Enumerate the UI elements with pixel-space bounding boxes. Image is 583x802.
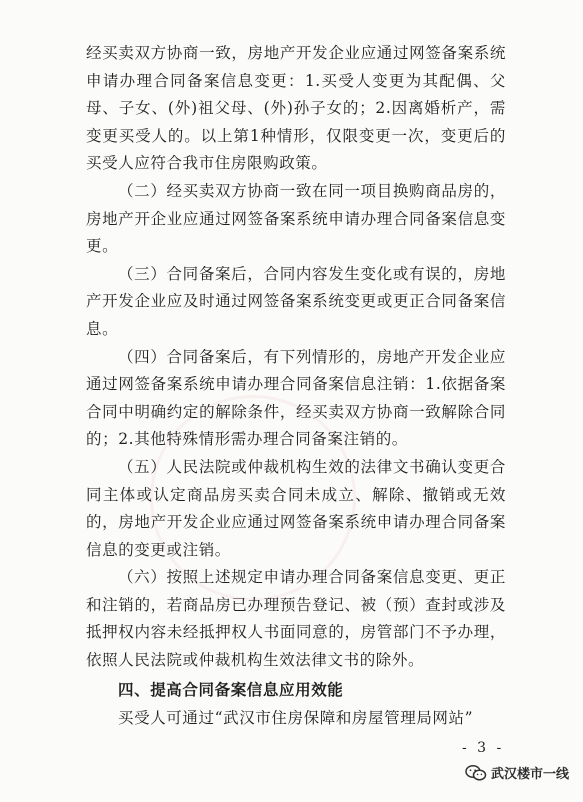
page-number: - 3 - bbox=[462, 740, 505, 756]
paragraph-item-3: （三）合同备案后，合同内容发生变化或有误的，房地产开发企业应及时通过网签备案系统变更或更正合同备案信息。 bbox=[86, 264, 506, 338]
wechat-icon bbox=[465, 764, 487, 782]
paragraph-last-line: 买受人可通过“武汉市住房保障和房屋管理局网站” bbox=[118, 708, 474, 727]
section-heading: 四、提高合同备案信息应用效能 bbox=[118, 680, 344, 699]
paragraph-continuation: 经买卖双方协商一致，房地产开发企业应通过网签备案系统申请办理合同备案信息变更：1.买受人变更为其配偶、父母、子女、(外)祖父母、(外)孙子女的；2.因离婚析产，需变更买受人的。以上第1种情形，仅限变更一次，变更后的买受人应符合我市住房限购政策。 bbox=[86, 44, 506, 173]
paragraph-item-6: （六）按照上述规定申请办理合同备案信息变更、更正和注销的，若商品房已办理预告登记、被（预）查封或涉及抵押权内容未经抵押权人书面同意的，房管部门不予办理，依照人民法院或仲裁机构生效法律文书的除外。 bbox=[86, 568, 506, 670]
paragraph-item-4: （四）合同备案后，有下列情形的，房地产开发企业应通过网签备案系统申请办理合同备案信息注销：1.依据备案合同中明确约定的解除条件，经买卖双方协商一致解除合同的；2.其他特殊情形需办理合同备案注销的。 bbox=[86, 347, 506, 449]
paragraph-item-2: （二）经买卖双方协商一致在同一项目换购商品房的，房地产开企业应通过网签备案系统申请办理合同备案信息变更。 bbox=[86, 181, 506, 256]
watermark bbox=[465, 763, 569, 782]
document-body bbox=[86, 40, 506, 732]
watermark-text: 武汉楼市一线 bbox=[490, 767, 569, 782]
paragraph-item-5: （五）人民法院或仲裁机构生效的法律文书确认变更合同主体或认定商品房买卖合同未成立、解除、撤销或无效的，房地产开发企业应通过网签备案系统申请办理合同备案信息的变更或注销。 bbox=[86, 457, 506, 559]
